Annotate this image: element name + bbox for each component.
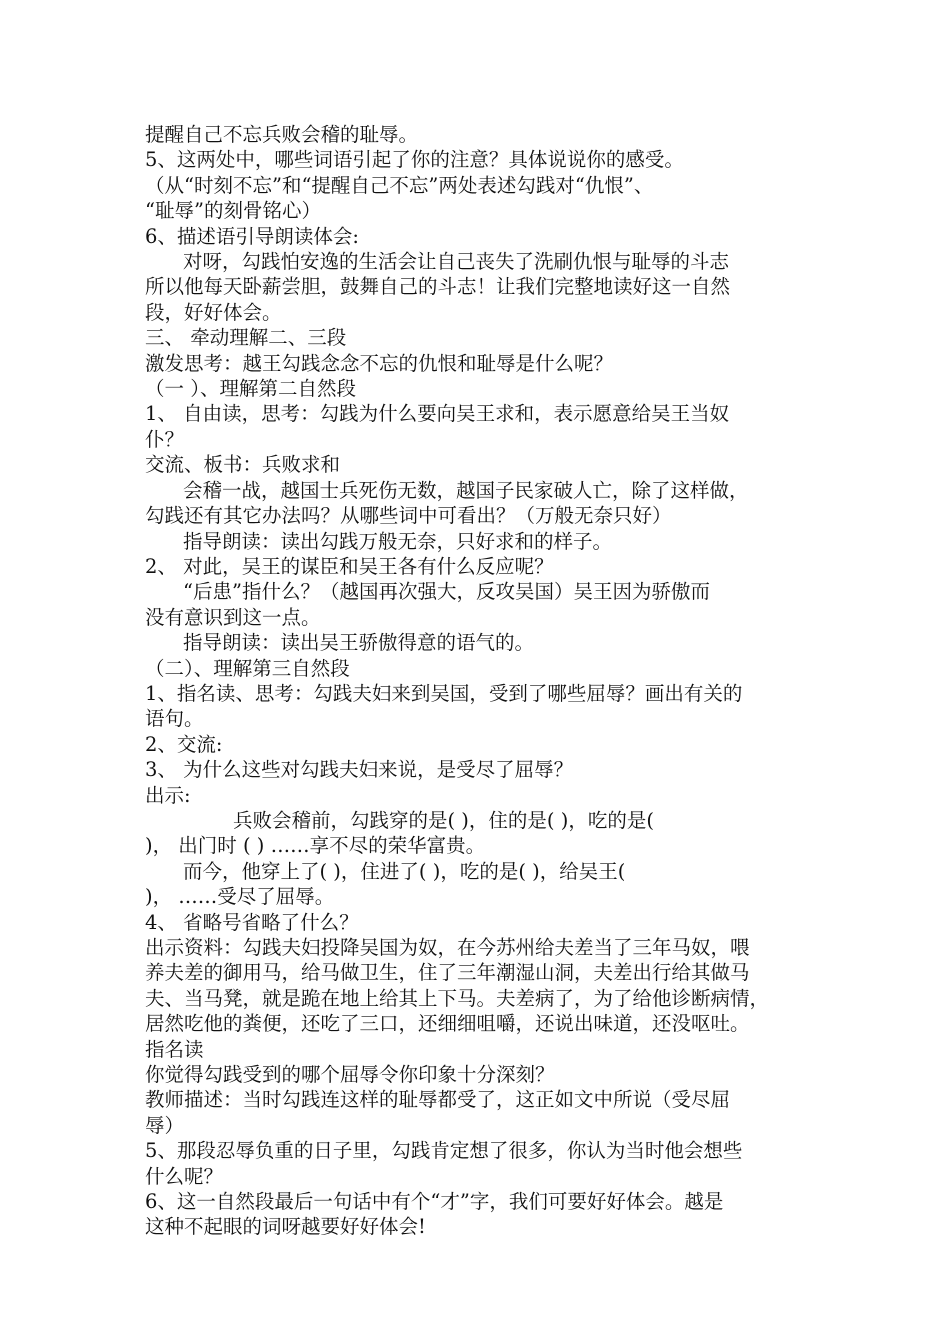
text-line: 2、 对此，吴王的谋臣和吴王各有什么反应呢？ [145,554,554,578]
text-line: 这种不起眼的词呀越要好好体会! [145,1215,426,1239]
text-line: 提醒自己不忘兵败会稽的耻辱。 [145,123,419,146]
text-line: 6、这一自然段最后一句话中有个“才”字，我们可要好好体会。越是 [145,1190,724,1214]
text-line: 5、那段忍辱负重的日子里，勾践肯定想了很多，你认为当时他会想些 [145,1139,743,1163]
text-line: 勾践还有其它办法吗？从哪些词中可看出？（万般无奈只好） [145,504,672,528]
text-line: （二）、理解第三自然段 [145,656,350,680]
text-line: 1、 自由读，思考：勾践为什么要向吴王求和，表示愿意给吴王当奴 [145,402,730,426]
text-line: 指导朗读：读出吴王骄傲得意的语气的。 [183,631,535,655]
text-line: 所以他每天卧薪尝胆，鼓舞自己的斗志！让我们完整地读好这一自然 [145,275,731,299]
text-line: 夫、当马凳，就是跪在地上给其上下马。夫差病了，为了给他诊断病情， [145,986,770,1010]
text-line: 兵败会稽前，勾践穿的是( )，住的是( )，吃的是( [233,808,654,832]
text-line: 段，好好体会。 [145,300,282,324]
text-line: 1、指名读、思考：勾践夫妇来到吴国，受到了哪些屈辱？画出有关的 [145,681,743,705]
text-line: 而今，他穿上了( )，住进了( )，吃的是( )，给吴王( [183,859,626,883]
text-line: 5、这两处中，哪些词语引起了你的注意？具体说说你的感受。 [145,148,684,172]
text-line: 激发思考：越王勾践念念不忘的仇恨和耻辱是什么呢？ [145,351,614,375]
text-line: 4、 省略号省略了什么？ [145,910,359,934]
text-line: 辱） [145,1113,185,1137]
text-line: 三、 牵动理解二、三段 [145,326,347,350]
text-line: 会稽一战，越国士兵死伤无数，越国子民家破人亡，除了这样做， [183,478,749,502]
document-page [145,122,810,1240]
text-line: 2、交流: [145,732,223,756]
text-line: “耻辱”的刻骨铭心） [145,199,321,223]
text-line: 你觉得勾践受到的哪个屈辱令你印象十分深刻？ [145,1063,555,1087]
text-line: )， 出门时 ( ) ……享不尽的荣华富贵。 [145,834,486,858]
text-line: 对呀，勾践怕安逸的生活会让自己丧失了洗刷仇恨与耻辱的斗志 [183,250,730,274]
text-line: 养夫差的御用马，给马做卫生，住了三年潮湿山洞，夫差出行给其做马 [145,961,750,985]
text-line: （从“时刻不忘”和“提醒自己不忘”两处表述勾践对“仇恨”、 [145,173,654,197]
text-line: 没有意识到这一点。 [145,605,321,629]
text-line: 指名读 [145,1037,204,1061]
text-line: （一 ）、理解第二自然段 [145,377,356,401]
text-line: “后患”指什么？（越国再次强大，反攻吴国）吴王因为骄傲而 [183,580,710,604]
text-line: 出示资料：勾践夫妇投降吴国为奴，在今苏州给夫差当了三年马奴，喂 [145,936,750,959]
text-line: 教师描述：当时勾践连这样的耻辱都受了，这正如文中所说（受尽屈 [145,1088,731,1112]
text-line: 指导朗读：读出勾践万般无奈，只好求和的样子。 [183,529,613,553]
text-line: 出示: [145,783,191,807]
text-line: 仆？ [145,427,185,451]
text-line: 语句。 [145,707,204,731]
text-line: 什么呢？ [145,1164,224,1188]
text-line: 居然吃他的粪便，还吃了三口，还细细咀嚼，还说出味道，还没呕吐。 [145,1012,750,1036]
text-line: )， ……受尽了屈辱。 [145,885,335,909]
text-line: 6、描述语引导朗读体会: [145,224,359,248]
text-line: 3、 为什么这些对勾践夫妇来说，是受尽了屈辱？ [145,758,574,782]
text-line: 交流、板书：兵败求和 [145,453,341,477]
